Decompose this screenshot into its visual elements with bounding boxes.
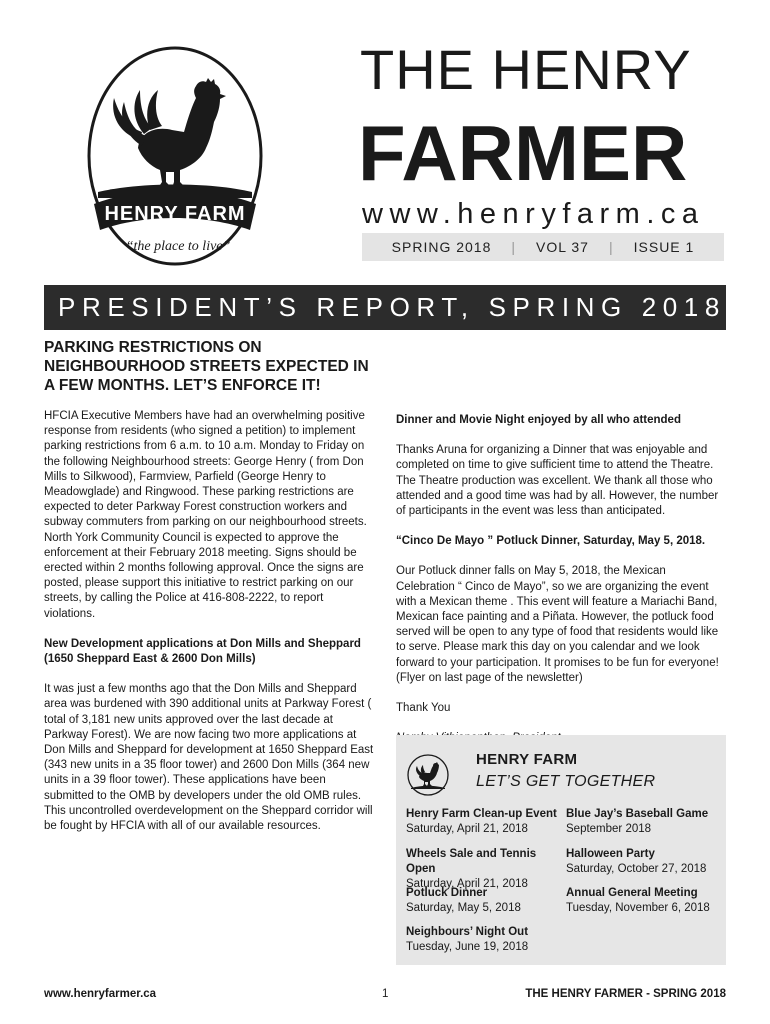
issue-separator: | bbox=[608, 239, 614, 255]
rooster-icon bbox=[406, 753, 450, 797]
event-item bbox=[566, 847, 726, 877]
event-item bbox=[566, 807, 726, 837]
event-name: Annual General Meeting bbox=[566, 887, 698, 899]
event-name: Potluck Dinner bbox=[406, 887, 488, 899]
article-paragraph: Thanks Aruna for organizing a Dinner that was enjoyable and completed on time to give sufficient time to attend the Theatre. The Theatre production was excellent. We thank all those who attended and a good time was had by all. However, the number of participants in the event was less than anticipated. bbox=[396, 444, 719, 518]
event-date: Tuesday, November 6, 2018 bbox=[566, 902, 710, 914]
rooster-icon bbox=[113, 78, 226, 188]
thank-you: Thank You bbox=[396, 702, 451, 715]
event-date: Saturday, April 21, 2018 bbox=[406, 823, 528, 835]
issue-number: ISSUE 1 bbox=[633, 239, 695, 255]
henry-farm-logo bbox=[80, 36, 270, 271]
footer-website: www.henryfarmer.ca bbox=[44, 988, 157, 1000]
event-name: Henry Farm Clean-up Event bbox=[406, 808, 557, 820]
event-name: Blue Jay’s Baseball Game bbox=[566, 808, 709, 820]
logo-tagline: “the place to live” bbox=[125, 239, 231, 254]
masthead-website: www.henryfarm.ca bbox=[362, 198, 705, 230]
event-item bbox=[566, 886, 726, 916]
article-subhead: Dinner and Movie Night enjoyed by all who attended bbox=[396, 414, 681, 426]
issue-volume: VOL 37 bbox=[536, 239, 589, 255]
event-name: Neighbours’ Night Out bbox=[406, 926, 529, 938]
issue-bar bbox=[362, 233, 724, 261]
article-subhead: “Cinco De Mayo ” Potluck Dinner, Saturday, May 5, 2018. bbox=[396, 535, 706, 548]
footer-page-number: 1 bbox=[382, 988, 389, 1000]
event-name: Wheels Sale and Tennis Open bbox=[406, 848, 537, 875]
article-headline: PARKING RESTRICTIONS ON NEIGHBOURHOOD STREETS EXPECTED IN A FEW MONTHS. LET’S ENFORCE IT! bbox=[44, 339, 369, 394]
article-paragraph: HFCIA Executive Members have had an overwhelming positive response from residents (who signed a petition) to implement parking restrictions from 6 a.m. to 10 a.m. Monday to Friday on the following Neighbourhood streets: George Henry ( from Don Mills to Silkwood), Farmview, Parfield (George Henry to Meadowglade) and Ringwood. These parking restrictions are expected to deter Parkway Forest construction workers and subway commuters from parking on our neighbourhood streets. North York Community Council is expected to approve the enforcement at their February 2018 meeting. Signs should be erected within 2 months following approval. Once the signs are posted, please support this initiative to restrict parking on our streets, by calling the Police at 416-808-2222, to report violations. bbox=[44, 410, 367, 620]
event-name: Halloween Party bbox=[566, 848, 655, 860]
article-paragraph: It was just a few months ago that the Don Mills and Sheppard area was burdened with 390 additional units at Parkway Forest ( total of 3,181 new units approved over the last decade at Parkway Forest). We are now facing two more applications at Don Mills and Sheppard for development at 1650 Sheppard East (343 new units in a 35 floor tower) and 2600 Don Mills (364 new units in a 39 floor tower). These applications have been submitted to the OMB by developers under the old OMB rules. This uncontrolled overdevelopment on the Sheppard corridor will be fought by HFCIA with all of our available resources. bbox=[44, 683, 374, 833]
events-title: HENRY FARM bbox=[476, 751, 578, 768]
masthead-title-line1: THE HENRY bbox=[360, 38, 692, 101]
event-item bbox=[406, 807, 566, 837]
article-paragraph: Our Potluck dinner falls on May 5, 2018, the Mexican Celebration “ Cinco de Mayo”, so we are organizing the event with a Mexican theme . This event will feature a Mariachi Band, Mexican face painting and a Piñata. However, the potluck food served will be open to any type of food that residents would like to serve. Please mark this day on you calendar and we look forward to your participation. It promises to be fun for everyone! (Flyer on last page of the newsletter) bbox=[396, 565, 719, 684]
event-date: Saturday, April 21, 2018 bbox=[406, 878, 528, 890]
events-box bbox=[396, 735, 726, 965]
event-item bbox=[406, 886, 566, 916]
event-item bbox=[406, 925, 566, 955]
issue-season: SPRING 2018 bbox=[391, 239, 492, 255]
event-date: Saturday, May 5, 2018 bbox=[406, 902, 521, 914]
event-date: Saturday, October 27, 2018 bbox=[566, 863, 707, 875]
left-column bbox=[44, 338, 376, 834]
footer-title: THE HENRY FARMER - SPRING 2018 bbox=[525, 988, 726, 1000]
logo-name: HENRY FARM bbox=[104, 203, 246, 225]
issue-separator: | bbox=[511, 239, 517, 255]
event-date: Tuesday, June 19, 2018 bbox=[406, 941, 529, 953]
events-subtitle: LET’S GET TOGETHER bbox=[476, 773, 656, 790]
right-column bbox=[396, 413, 726, 746]
masthead-title-line2: FARMER bbox=[358, 109, 688, 197]
section-banner: PRESIDENT’S REPORT, SPRING 2018 bbox=[44, 285, 726, 330]
article-subhead: New Development applications at Don Mills and Sheppard (1650 Sheppard East & 2600 Don Mills) bbox=[44, 637, 361, 666]
event-date: September 2018 bbox=[566, 823, 652, 835]
